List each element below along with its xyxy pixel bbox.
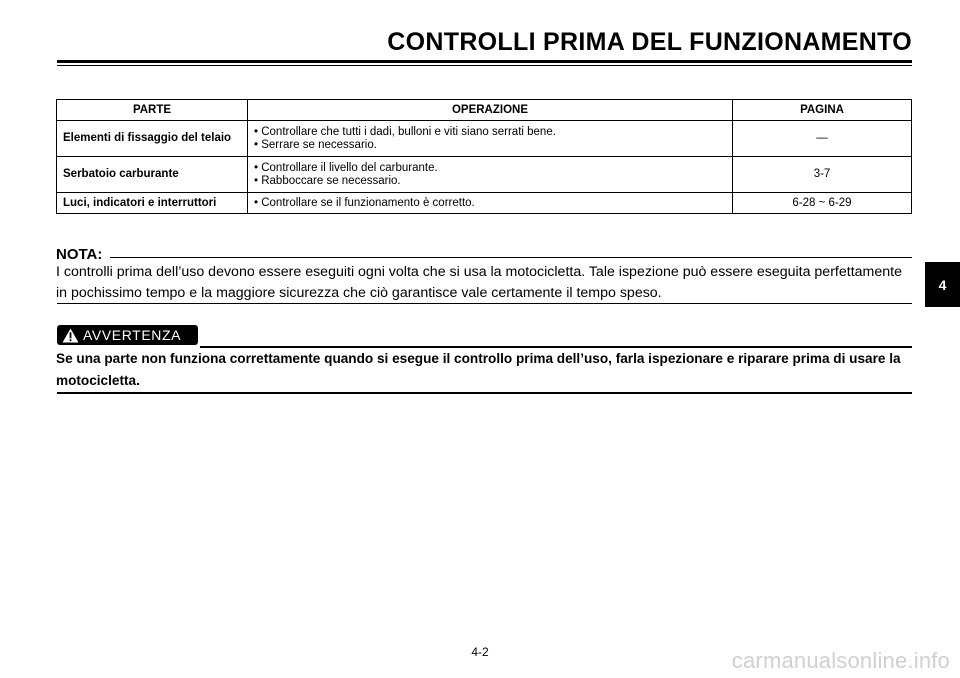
note-heading: NOTA: (56, 246, 103, 263)
table-row (57, 193, 912, 214)
warning-badge (57, 325, 198, 345)
table-row (57, 121, 912, 157)
row-operation (248, 157, 733, 193)
page-title: CONTROLLI PRIMA DEL FUNZIONAMENTO (387, 28, 912, 56)
watermark: carmanualsonline.info (731, 648, 950, 673)
operation-item: • Serrare se necessario. (254, 139, 726, 152)
row-part: Serbatoio carburante (57, 157, 248, 193)
operation-item: • Controllare se il funzionamento è corretto. (254, 197, 726, 210)
warning-text: Se una parte non funziona correttamente quando si esegue il controllo prima dell’uso, farla ispezionare e riparare prima di usare la motocicletta. (56, 351, 901, 388)
title-rule-thin (57, 65, 912, 66)
chapter-tab: 4 (925, 262, 960, 307)
row-operation (248, 193, 733, 214)
note-end-rule (57, 303, 912, 304)
row-part: Luci, indicatori e interruttori (57, 193, 248, 214)
row-page: 6-28 ~ 6-29 (733, 193, 912, 214)
table-row (57, 157, 912, 193)
note-heading-rule (110, 257, 912, 258)
warning-bottom-rule (57, 392, 912, 394)
column-header-pagina: PAGINA (733, 100, 912, 121)
title-rule-thick (57, 60, 912, 63)
warning-label: AVVERTENZA (83, 327, 182, 343)
warning-triangle-icon (57, 325, 83, 345)
row-part: Elementi di fissaggio del telaio (57, 121, 248, 157)
table-header-row (57, 100, 912, 121)
row-page: — (733, 121, 912, 157)
operation-item: • Controllare che tutti i dadi, bulloni e viti siano serrati bene. (254, 126, 726, 139)
operation-item: • Controllare il livello del carburante. (254, 162, 726, 175)
inspection-table (56, 99, 912, 214)
row-page: 3-7 (733, 157, 912, 193)
row-operation (248, 121, 733, 157)
operation-item: • Rabboccare se necessario. (254, 175, 726, 188)
note-text: I controlli prima dell’uso devono essere eseguiti ogni volta che si usa la motocicletta. Tale ispezione può essere eseguita perfettamente in pochissimo tempo e la maggiore sicurezza che ciò garantisce vale certamente il tempo speso. (56, 264, 902, 301)
column-header-parte: PARTE (57, 100, 248, 121)
page-number: 4-2 (471, 645, 489, 659)
column-header-operazione: OPERAZIONE (248, 100, 733, 121)
